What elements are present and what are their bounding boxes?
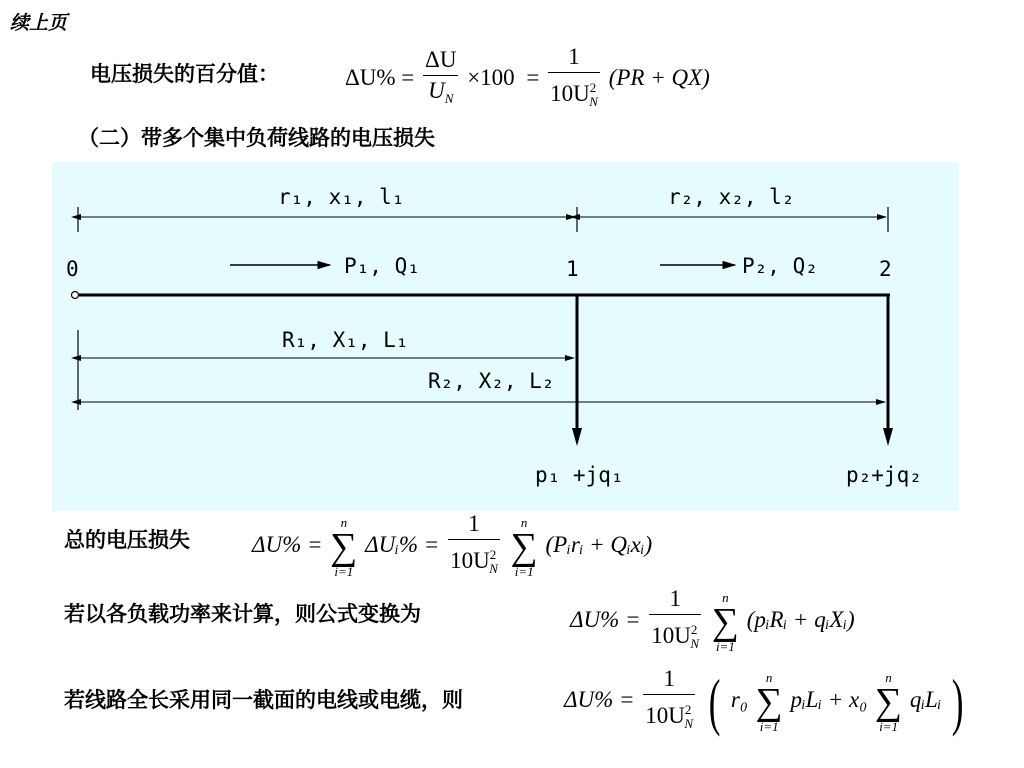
- formula-lhs: ΔU% =: [252, 531, 323, 557]
- load-2-arrow-icon: [883, 428, 893, 446]
- source-node-icon: [72, 292, 79, 299]
- node-1-label: 1: [566, 257, 579, 281]
- continuation-label: 续上页: [10, 12, 68, 34]
- load-1-arrow-icon: [572, 428, 582, 446]
- uniform-section-label: 若线路全长采用同一截面的电线或电缆，则: [64, 688, 463, 712]
- summation-icon: n ∑ i=1: [510, 514, 538, 579]
- node-0-label: 0: [66, 257, 79, 281]
- total-loss-formula: [252, 509, 652, 584]
- dist-1-label: R₁, X₁, L₁: [282, 328, 409, 352]
- fraction-numerator: ΔU: [423, 45, 458, 76]
- node-2-label: 2: [879, 257, 892, 281]
- percent-loss-label: 电压损失的百分值：: [90, 62, 279, 86]
- summation-icon: n ∑ i=1: [711, 589, 739, 654]
- load-1-label: p₁ +jq₁: [535, 463, 624, 487]
- times-100: ×100: [467, 64, 515, 90]
- sum-term: (Pᵢrᵢ + Qᵢxᵢ): [545, 531, 653, 557]
- seg2-params: r₂, x₂, l₂: [668, 185, 795, 209]
- sum-term-1: pᵢLᵢ + x₀: [790, 686, 868, 712]
- fraction-denominator: $10U^2_N$: [550, 80, 598, 109]
- fraction-denominator: $U_N$: [428, 78, 454, 106]
- formula-lhs: ΔU% =: [570, 606, 641, 632]
- fraction-one-over-10un2: $\frac{1}{10U^2_N}$: [651, 586, 700, 651]
- uniform-section-formula: [564, 664, 968, 739]
- right-paren-icon: ): [951, 665, 964, 737]
- pr-qx-term: (PR + QX): [608, 64, 710, 90]
- seg1-params: r₁, x₁, l₁: [278, 185, 405, 209]
- left-paren-icon: (: [708, 665, 721, 737]
- dist-2-label: R₂, X₂, L₂: [428, 369, 555, 393]
- summation-icon: n ∑ i=1: [755, 669, 783, 734]
- fraction-one-over-10un2: $\frac{1}{10U^2_N}$: [645, 666, 694, 731]
- formula-lhs: ΔU% =: [345, 64, 415, 90]
- summation-icon: n ∑ i=1: [330, 514, 358, 579]
- sum-term: (pᵢRᵢ + qᵢXᵢ): [746, 606, 855, 632]
- load-power-formula: [570, 584, 855, 659]
- section-title: （二）带多个集中负荷线路的电压损失: [78, 126, 435, 150]
- flow-1-label: P₁, Q₁: [344, 254, 420, 278]
- fraction-one-over-10un2: $\frac{1}{10U^2_N}$: [450, 511, 498, 576]
- sum-body: ΔUᵢ% =: [365, 531, 440, 557]
- load-2-label: p₂+jq₂: [846, 463, 922, 487]
- summation-icon: n ∑ i=1: [875, 669, 903, 734]
- formula-lhs: ΔU% =: [564, 686, 635, 712]
- fraction-numerator: 1: [548, 42, 600, 73]
- equals-sign: =: [526, 64, 540, 90]
- r0-term: r₀: [730, 686, 748, 712]
- total-loss-label: 总的电压损失: [64, 528, 190, 552]
- load-power-label: 若以各负载功率来计算，则公式变换为: [64, 602, 421, 626]
- flow-2-label: P₂, Q₂: [742, 254, 818, 278]
- sum-term-2: qᵢLᵢ: [909, 686, 942, 712]
